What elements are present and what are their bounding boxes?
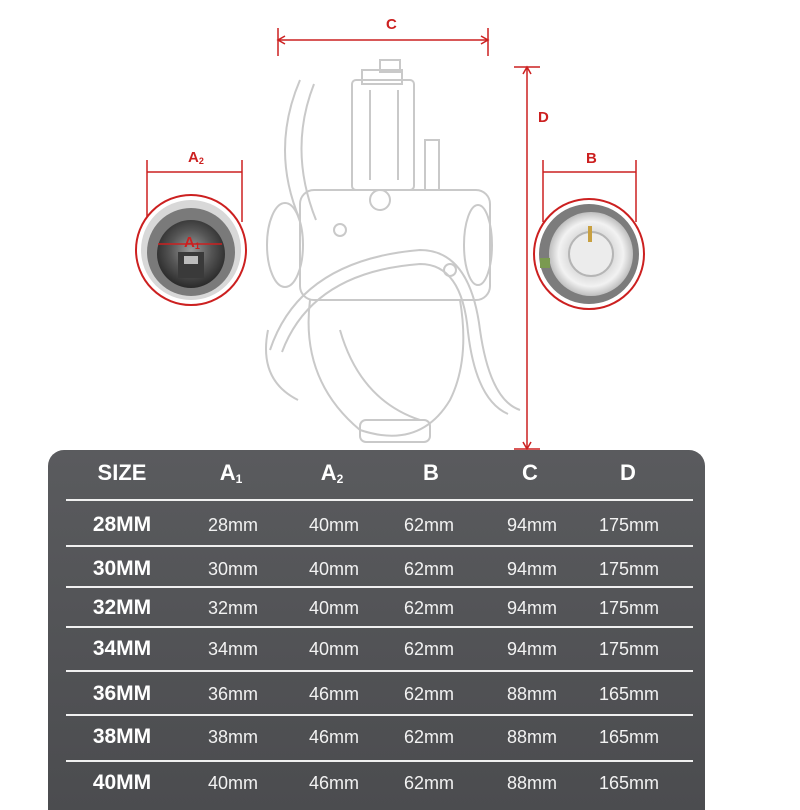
c-cell: 94mm xyxy=(506,515,558,535)
table-row xyxy=(48,718,705,758)
row-divider xyxy=(66,586,693,588)
dimension-line-c xyxy=(278,28,488,56)
outlet-view xyxy=(534,199,644,309)
a1-cell: 38mm xyxy=(207,727,259,747)
table-row xyxy=(48,764,705,804)
header-b: B xyxy=(423,460,439,485)
b-cell: 62mm xyxy=(403,598,455,618)
header-d: D xyxy=(620,460,636,485)
d-cell: 175mm xyxy=(598,598,660,618)
a2-cell: 46mm xyxy=(308,773,360,793)
table-header xyxy=(48,450,705,498)
b-cell: 62mm xyxy=(403,559,455,579)
a1-cell: 30mm xyxy=(207,559,259,579)
table-row xyxy=(48,550,705,590)
size-cell: 34MM xyxy=(92,637,152,660)
header-a2: A2 xyxy=(320,460,344,486)
row-divider xyxy=(66,714,693,716)
a1-cell: 32mm xyxy=(207,598,259,618)
size-cell: 28MM xyxy=(92,513,152,536)
d-cell: 165mm xyxy=(598,684,660,704)
table-row xyxy=(48,675,705,715)
a2-cell: 46mm xyxy=(308,684,360,704)
c-cell: 94mm xyxy=(506,559,558,579)
table-row xyxy=(48,630,705,670)
label-c: C xyxy=(386,16,397,33)
c-cell: 94mm xyxy=(506,598,558,618)
size-cell: 32MM xyxy=(92,596,152,619)
label-a2: $A_2$ xyxy=(188,149,204,166)
row-divider xyxy=(66,670,693,672)
a1-cell: 34mm xyxy=(207,639,259,659)
b-cell: 62mm xyxy=(403,684,455,704)
header-a1: A1 xyxy=(219,460,243,486)
size-cell: 36MM xyxy=(92,682,152,705)
header-divider xyxy=(66,499,693,501)
a2-cell: 40mm xyxy=(308,598,360,618)
a2-cell: 40mm xyxy=(308,639,360,659)
row-divider xyxy=(66,626,693,628)
d-cell: 165mm xyxy=(598,727,660,747)
size-cell: 38MM xyxy=(92,725,152,748)
b-cell: 62mm xyxy=(403,727,455,747)
a1-cell: 36mm xyxy=(207,684,259,704)
b-cell: 62mm xyxy=(403,773,455,793)
a2-cell: 40mm xyxy=(308,559,360,579)
label-b: B xyxy=(586,150,597,167)
carburetor-sketch xyxy=(266,60,520,442)
table-row xyxy=(48,506,705,546)
b-cell: 62mm xyxy=(403,515,455,535)
a1-cell: 28mm xyxy=(207,515,259,535)
d-cell: 175mm xyxy=(598,515,660,535)
size-table xyxy=(48,450,705,810)
d-cell: 165mm xyxy=(598,773,660,793)
d-cell: 175mm xyxy=(598,639,660,659)
c-cell: 88mm xyxy=(506,684,558,704)
size-cell: 30MM xyxy=(92,557,152,580)
c-cell: 94mm xyxy=(506,639,558,659)
label-d: D xyxy=(538,109,549,126)
a2-cell: 40mm xyxy=(308,515,360,535)
label-a1: $A_1$ xyxy=(184,234,200,251)
b-cell: 62mm xyxy=(403,639,455,659)
d-cell: 175mm xyxy=(598,559,660,579)
row-divider xyxy=(66,545,693,547)
c-cell: 88mm xyxy=(506,773,558,793)
table-row xyxy=(48,589,705,629)
c-cell: 88mm xyxy=(506,727,558,747)
a2-cell: 46mm xyxy=(308,727,360,747)
header-c: C xyxy=(522,460,538,485)
header-size: SIZE xyxy=(97,460,147,485)
row-divider xyxy=(66,760,693,762)
size-cell: 40MM xyxy=(92,771,152,794)
a1-cell: 40mm xyxy=(207,773,259,793)
